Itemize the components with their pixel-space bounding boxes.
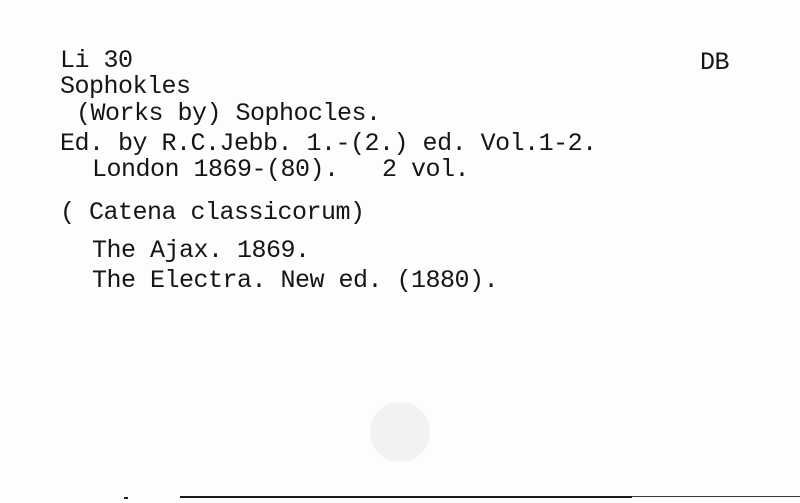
heading: Sophokles — [60, 72, 191, 101]
edition-statement: Ed. by R.C.Jebb. 1.-(2.) ed. Vol.1-2. — [60, 129, 597, 158]
contents-item: The Electra. New ed. (1880). — [92, 266, 499, 295]
imprint: London 1869-(80). 2 vol. — [92, 155, 470, 184]
title-statement: (Works by) Sophocles. — [76, 99, 381, 128]
call-number: Li 30 — [60, 46, 133, 75]
contents-item: The Ajax. 1869. — [92, 236, 310, 265]
card-edge-mark — [124, 497, 128, 499]
paper-spot — [370, 402, 430, 462]
series-statement: ( Catena classicorum) — [60, 198, 365, 227]
card-bottom-edge-right — [632, 496, 800, 497]
card-bottom-edge — [180, 496, 632, 498]
location-code: DB — [700, 48, 730, 77]
